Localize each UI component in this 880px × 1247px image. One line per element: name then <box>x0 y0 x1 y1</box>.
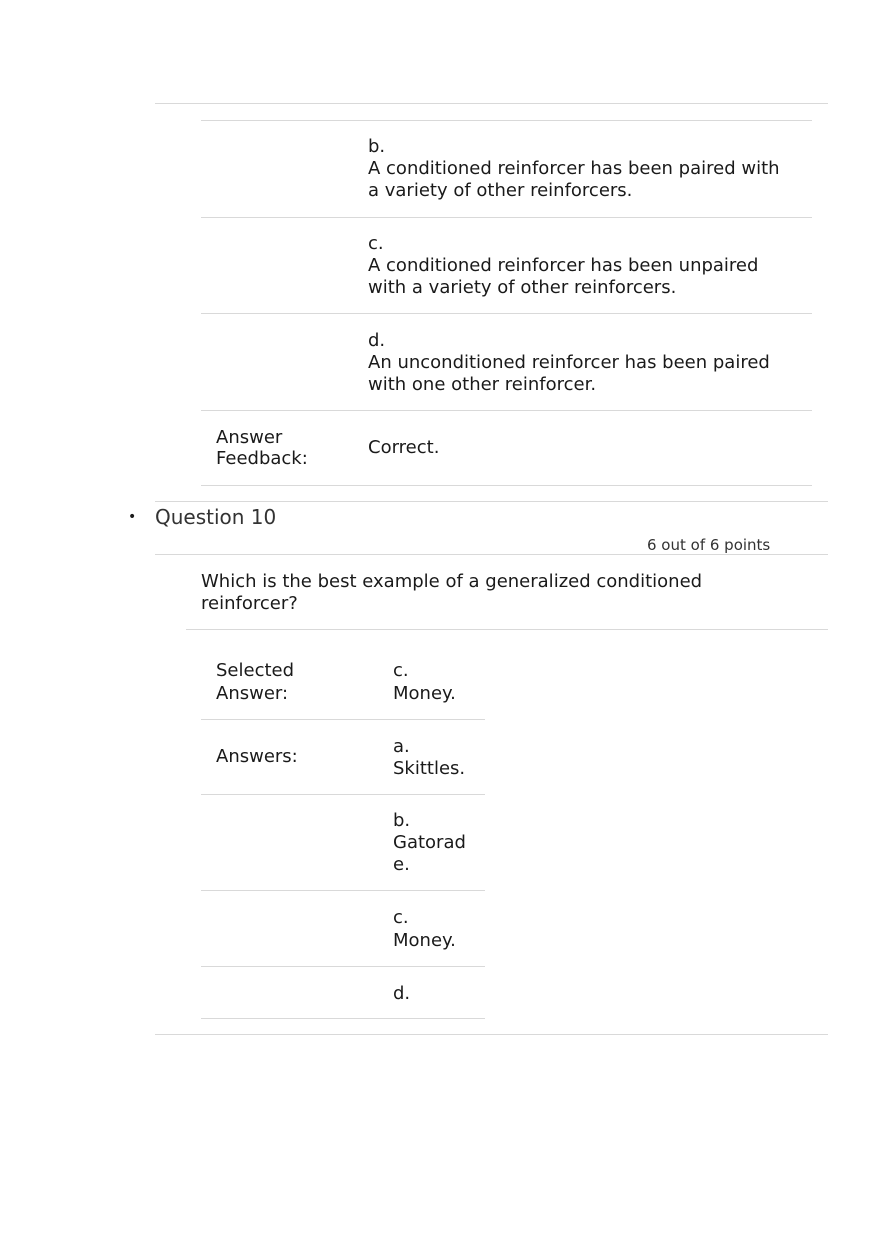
answer-feedback-label-line2: Feedback: <box>216 448 308 469</box>
answer-feedback-label-line1: Answer <box>216 427 283 448</box>
row-divider <box>201 410 812 411</box>
answer-b-text-line2: e. <box>393 854 410 875</box>
question-prompt-line2: reinforcer? <box>201 593 298 614</box>
section-divider-bottom <box>155 1034 828 1035</box>
q9-option-d-text-line1: An unconditioned reinforcer has been paired <box>368 352 770 373</box>
q9-option-c-text-line2: with a variety of other reinforcers. <box>368 277 677 298</box>
q9-option-c-letter: c. <box>368 233 384 254</box>
answer-c-text: Money. <box>393 930 456 951</box>
row-divider <box>201 794 485 795</box>
q9-option-c-text-line1: A conditioned reinforcer has been unpaired <box>368 255 759 276</box>
section-divider-top <box>155 103 828 104</box>
row-divider <box>201 120 812 121</box>
answer-b-letter: b. <box>393 810 411 831</box>
question-points: 6 out of 6 points <box>647 536 771 554</box>
row-divider <box>201 313 812 314</box>
q9-option-d-text-line2: with one other reinforcer. <box>368 374 597 395</box>
answers-label: Answers: <box>216 746 298 767</box>
row-divider <box>201 485 812 486</box>
selected-answer-label-line2: Answer: <box>216 683 289 704</box>
answer-c-letter: c. <box>393 907 409 928</box>
section-divider <box>155 554 828 555</box>
section-divider <box>155 501 828 502</box>
row-divider <box>201 890 485 891</box>
answer-b-text-line1: Gatorad <box>393 832 466 853</box>
answer-d-letter: d. <box>393 983 411 1004</box>
question-title: Question 10 <box>155 505 277 529</box>
row-divider <box>201 1018 485 1019</box>
row-divider <box>201 719 485 720</box>
answer-feedback-value: Correct. <box>368 437 440 458</box>
question-prompt-line1: Which is the best example of a generalized conditioned <box>201 571 703 592</box>
selected-answer-letter: c. <box>393 660 409 681</box>
q9-option-b-text-line1: A conditioned reinforcer has been paired with <box>368 158 780 179</box>
q9-option-b-letter: b. <box>368 136 386 157</box>
selected-answer-label-line1: Selected <box>216 660 295 681</box>
q9-option-b-text-line2: a variety of other reinforcers. <box>368 180 633 201</box>
section-divider <box>186 629 828 630</box>
answer-a-text: Skittles. <box>393 758 466 779</box>
list-bullet: • <box>128 509 137 525</box>
q9-option-d-letter: d. <box>368 330 386 351</box>
row-divider <box>201 217 812 218</box>
selected-answer-text: Money. <box>393 683 456 704</box>
row-divider <box>201 966 485 967</box>
answer-a-letter: a. <box>393 736 410 757</box>
